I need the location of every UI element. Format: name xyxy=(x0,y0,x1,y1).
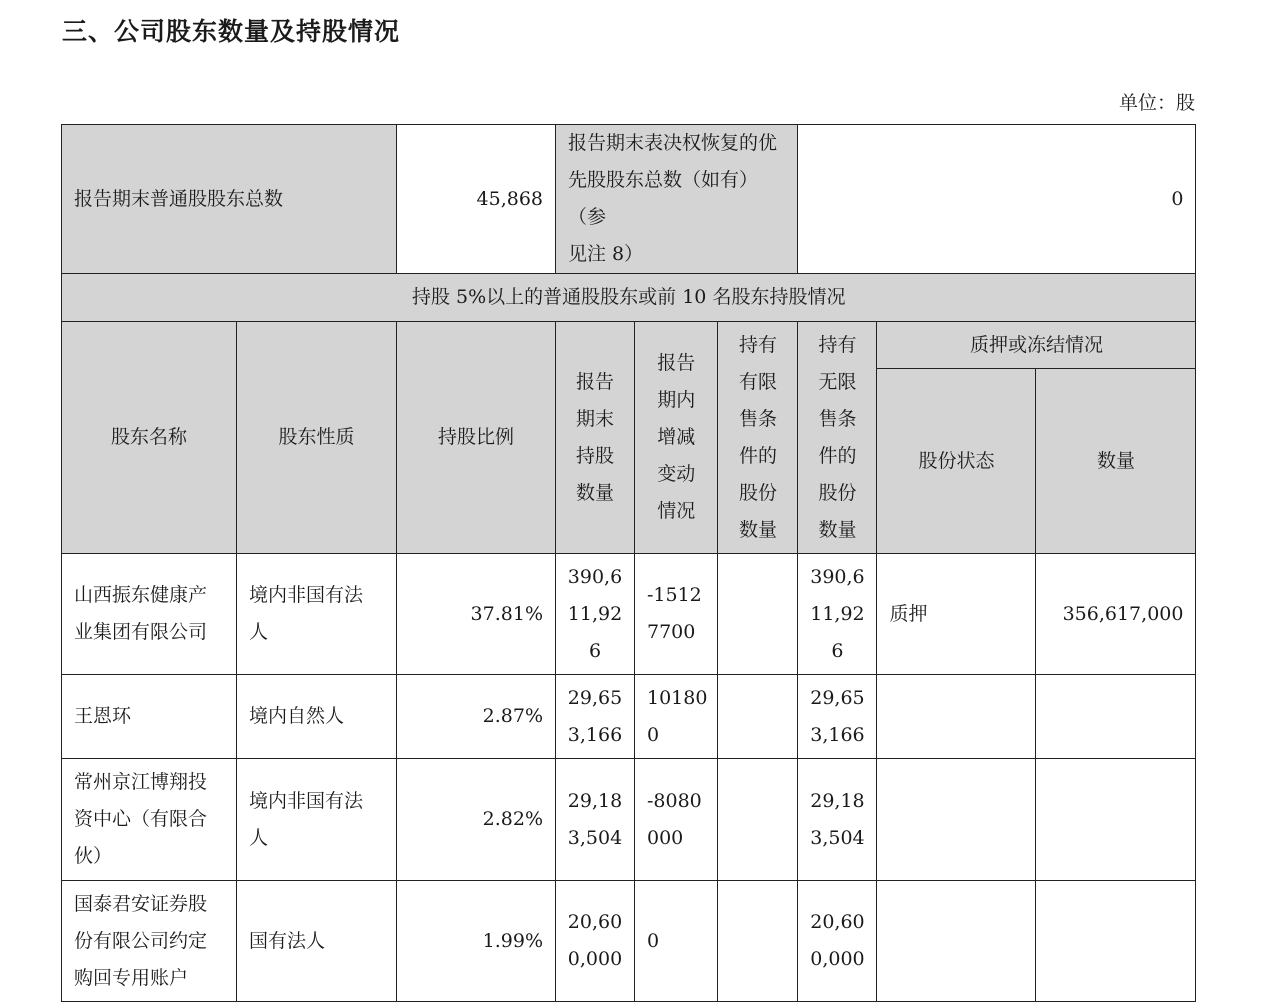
period-change: 10180 0 xyxy=(635,675,718,759)
holding-ratio: 2.82% xyxy=(397,759,556,881)
header-holding-ratio: 持股比例 xyxy=(397,322,556,554)
period-end-holdings: 390,6 11,92 6 xyxy=(556,554,635,675)
header-row-1 xyxy=(62,322,1196,369)
pledge-status xyxy=(877,675,1036,759)
shareholder-nature: 境内非国有法 人 xyxy=(237,759,397,881)
section-title-row xyxy=(62,274,1196,322)
restricted-shares xyxy=(718,881,798,1002)
section-title: 持股 5%以上的普通股股东或前 10 名股东持股情况 xyxy=(62,274,1196,322)
pledge-quantity: 356,617,000 xyxy=(1036,554,1196,675)
total-shareholders-value: 45,868 xyxy=(397,125,556,274)
header-period-change: 报告 期内 增减 变动 情况 xyxy=(635,322,718,554)
header-shareholder-name: 股东名称 xyxy=(62,322,237,554)
unrestricted-shares: 390,6 11,92 6 xyxy=(798,554,877,675)
pledge-quantity xyxy=(1036,759,1196,881)
pledge-status xyxy=(877,881,1036,1002)
shareholder-name: 常州京江博翔投 资中心（有限合 伙） xyxy=(62,759,237,881)
shareholder-name: 山西振东健康产 业集团有限公司 xyxy=(62,554,237,675)
holding-ratio: 2.87% xyxy=(397,675,556,759)
period-change: -8080 000 xyxy=(635,759,718,881)
header-pledge-quantity: 数量 xyxy=(1036,369,1196,554)
total-shareholders-label: 报告期末普通股股东总数 xyxy=(62,125,397,274)
preferred-shareholders-label: 报告期末表决权恢复的优 先股股东总数（如有）（参 见注 8） xyxy=(556,125,798,274)
table-row xyxy=(62,675,1196,759)
unit-label: 单位：股 xyxy=(1118,92,1195,114)
summary-row xyxy=(62,125,1196,274)
shareholder-nature: 国有法人 xyxy=(237,881,397,1002)
pledge-status: 质押 xyxy=(877,554,1036,675)
preferred-shareholders-value: 0 xyxy=(798,125,1196,274)
restricted-shares xyxy=(718,759,798,881)
shareholder-nature: 境内自然人 xyxy=(237,675,397,759)
period-end-holdings: 29,65 3,166 xyxy=(556,675,635,759)
pledge-status xyxy=(877,759,1036,881)
section-heading: 三、公司股东数量及持股情况 xyxy=(62,17,401,46)
header-pledge-group: 质押或冻结情况 xyxy=(877,322,1196,369)
table-row xyxy=(62,759,1196,881)
unrestricted-shares: 29,65 3,166 xyxy=(798,675,877,759)
table-row xyxy=(62,881,1196,1002)
unrestricted-shares: 20,60 0,000 xyxy=(798,881,877,1002)
unrestricted-shares: 29,18 3,504 xyxy=(798,759,877,881)
header-shareholder-nature: 股东性质 xyxy=(237,322,397,554)
header-unrestricted-shares: 持有 无限 售条 件的 股份 数量 xyxy=(798,322,877,554)
shareholder-name: 国泰君安证券股 份有限公司约定 购回专用账户 xyxy=(62,881,237,1002)
shareholder-nature: 境内非国有法 人 xyxy=(237,554,397,675)
period-end-holdings: 29,18 3,504 xyxy=(556,759,635,881)
holding-ratio: 1.99% xyxy=(397,881,556,1002)
pledge-quantity xyxy=(1036,881,1196,1002)
period-change: -1512 7700 xyxy=(635,554,718,675)
header-pledge-status: 股份状态 xyxy=(877,369,1036,554)
shareholder-name: 王恩环 xyxy=(62,675,237,759)
shareholder-table xyxy=(61,124,1196,1002)
restricted-shares xyxy=(718,675,798,759)
period-change: 0 xyxy=(635,881,718,1002)
restricted-shares xyxy=(718,554,798,675)
header-restricted-shares: 持有 有限 售条 件的 股份 数量 xyxy=(718,322,798,554)
period-end-holdings: 20,60 0,000 xyxy=(556,881,635,1002)
holding-ratio: 37.81% xyxy=(397,554,556,675)
header-period-end-holdings: 报告 期末 持股 数量 xyxy=(556,322,635,554)
table-row xyxy=(62,554,1196,675)
pledge-quantity xyxy=(1036,675,1196,759)
